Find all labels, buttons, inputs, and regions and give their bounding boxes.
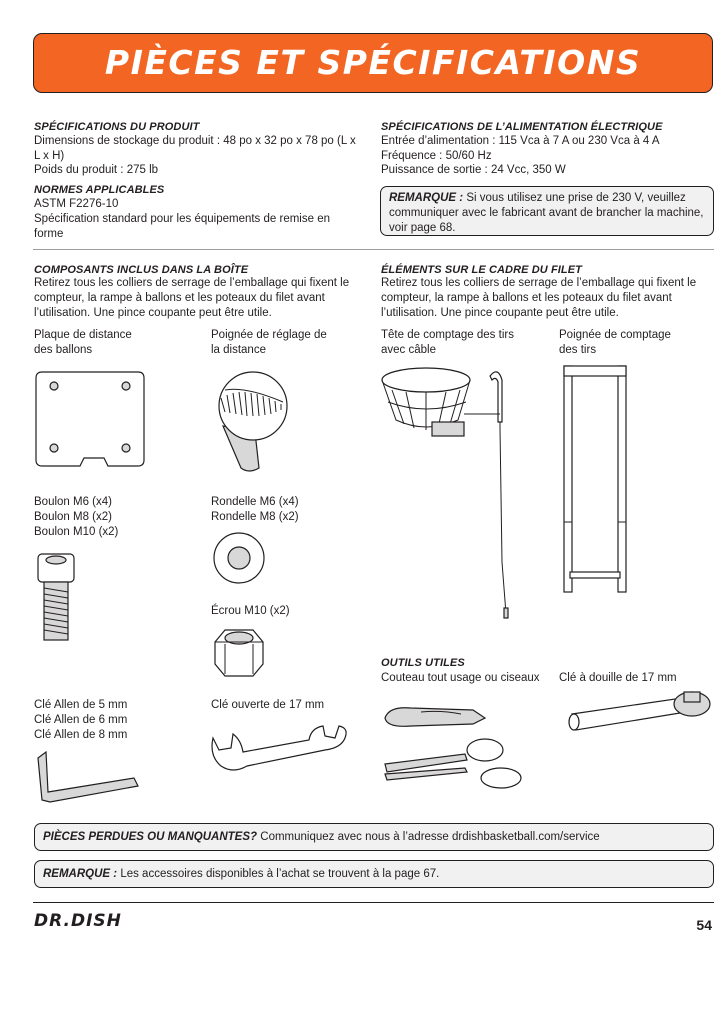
power-output: Puissance de sortie : 24 Vcc, 350 W [381,164,566,176]
utility-knife-icon [381,700,491,730]
section-divider [33,249,714,250]
handle-label-line: des tirs [559,343,597,356]
bolt-label-line: Boulon M8 (x2) [34,510,112,523]
bolt-label-line: Boulon M10 (x2) [34,525,119,538]
washer-label-line: Rondelle M8 (x2) [211,510,299,523]
knob-label-line: la distance [211,343,266,356]
scissors-icon [381,734,531,792]
knife-label: Couteau tout usage ou ciseaux [381,672,540,684]
frame-elements-desc: Retirez tous les colliers de serrage de l’emballage qui fixent le compteur, la rampe à ballons et les poteaux du filet avant l’utilisation. Une pince coupante peut être utile. [381,277,697,319]
box-contents-desc: Retirez tous les colliers de serrage de l’emballage qui fixent le compteur, la rampe à ballons et les poteaux du filet avant l’utilisation. Une pince coupante peut être utile. [34,277,350,319]
page-number: 54 [696,917,712,933]
allen-label-line: Clé Allen de 6 mm [34,713,128,726]
page-title: PIÈCES ET SPÉCIFICATIONS [104,42,642,82]
plate-label-line: des ballons [34,343,93,356]
tools-heading: OUTILS UTILES [381,657,465,669]
wrench-label: Clé ouverte de 17 mm [211,699,325,711]
handle-label [559,328,671,358]
distance-knob-icon [205,368,305,478]
standards-code: ASTM F2276-10 [34,198,119,210]
missing-parts-label: PIÈCES PERDUES OU MANQUANTES? [43,831,258,843]
product-weight: Poids du produit : 275 lb [34,164,159,176]
washers-label [211,495,299,525]
socket-label: Clé à douille de 17 mm [559,672,677,684]
standards-desc: Spécification standard pour les équipements de remise en forme [34,213,330,240]
power-specs-heading: SPÉCIFICATIONS DE L’ALIMENTATION ÉLECTRIQUE [381,121,663,133]
plate-label [34,328,132,358]
power-frequency: Fréquence : 50/60 Hz [381,150,492,162]
allen-label-line: Clé Allen de 5 mm [34,699,128,711]
washer-label-line: Rondelle M6 (x4) [211,496,299,508]
counter-label-line: avec câble [381,343,436,356]
title-banner [33,33,713,93]
bolt-icon [34,552,84,647]
accessories-label: REMARQUE : [43,868,118,880]
bolts-label [34,495,118,539]
allen-label-line: Clé Allen de 8 mm [34,728,128,741]
nut-label: Écrou M10 (x2) [211,605,290,617]
power-note-text: Si vous utilisez une prise de 230 V, veuillez communiquer avec le fabricant avant de brancher la machine, voir page 68. [389,192,704,234]
handle-label-line: Poignée de comptage [559,329,671,341]
counter-label [381,328,514,358]
box-contents-heading: COMPOSANTS INCLUS DANS LA BOÎTE [34,264,249,276]
accessories-note [34,860,714,888]
allen-key-icon [34,748,144,803]
open-end-wrench-icon [207,722,357,782]
bolt-label-line: Boulon M6 (x4) [34,496,112,508]
allen-label [34,698,127,742]
power-note-label: REMARQUE : [389,192,464,204]
missing-parts-text: Communiquez avec nous à l’adresse drdishbasketball.com/service [257,831,600,843]
knob-label-line: Poignée de réglage de [211,329,327,341]
nut-icon [211,624,271,680]
socket-wrench-icon [566,686,716,736]
washer-icon [211,530,271,588]
accessories-text: Les accessoires disponibles à l’achat se trouvent à la page 67. [117,868,440,880]
shot-counting-handle-icon [560,362,630,602]
missing-parts-note [34,823,714,851]
distance-plate-icon [34,368,154,473]
dr-dish-logo: DR.DISH [34,911,122,931]
footer-divider [33,902,714,903]
plate-label-line: Plaque de distance [34,329,132,341]
counter-label-line: Tête de comptage des tirs [381,329,514,341]
product-specs-heading: SPÉCIFICATIONS DU PRODUIT [34,121,200,133]
shot-counter-head-icon [380,362,520,624]
standards-heading: NORMES APPLICABLES [34,184,165,196]
storage-dimensions: Dimensions de stockage du produit : 48 po x 32 po x 78 po (L x L x H) [34,135,356,162]
knob-label [211,328,327,358]
power-input: Entrée d’alimentation : 115 Vca à 7 A ou 230 Vca à 4 A [381,135,660,147]
power-note [380,186,714,236]
frame-elements-heading: ÉLÉMENTS SUR LE CADRE DU FILET [381,264,583,276]
